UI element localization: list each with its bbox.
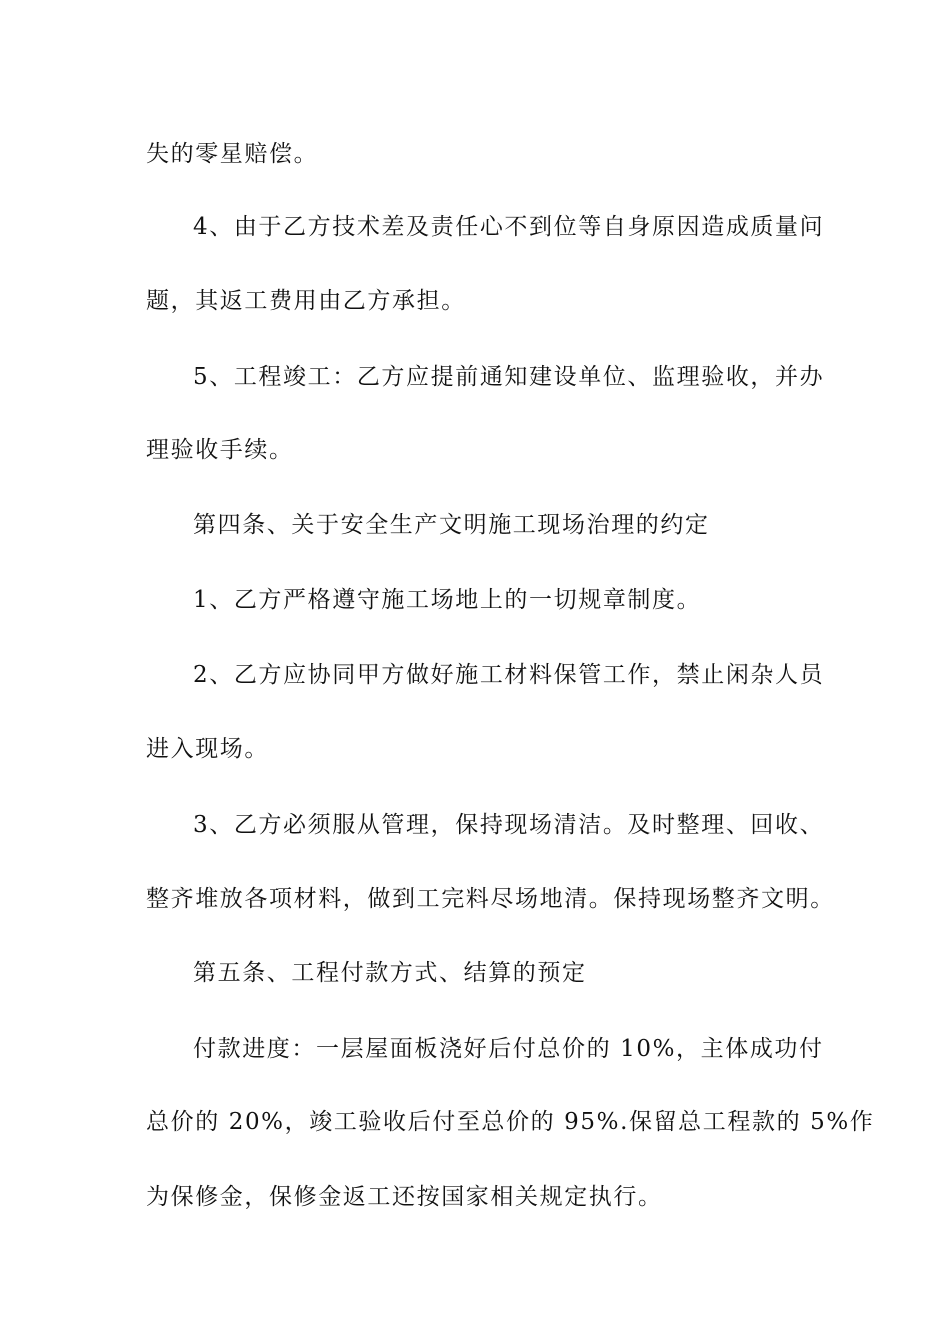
text-line: 理验收手续。 [146,437,294,463]
text-line: 4、由于乙方技术差及责任心不到位等自身原因造成质量问 [193,214,825,240]
text-line: 整齐堆放各项材料，做到工完料尽场地清。保持现场整齐文明。 [146,886,835,912]
text-line: 付款进度：一层屋面板浇好后付总价的 10%，主体成功付 [193,1036,824,1062]
text-line: 总价的 20%，竣工验收后付至总价的 95%.保留总工程款的 5%作 [146,1109,875,1135]
section-heading: 第五条、工程付款方式、结算的预定 [193,960,587,986]
text-line: 2、乙方应协同甲方做好施工材料保管工作，禁止闲杂人员 [193,662,825,688]
text-line: 为保修金，保修金返工还按国家相关规定执行。 [146,1184,663,1210]
text-line: 3、乙方必须服从管理，保持现场清洁。及时整理、回收、 [193,812,825,838]
text-line: 失的零星赔偿。 [146,141,319,167]
text-line: 1、乙方严格遵守施工场地上的一切规章制度。 [193,587,702,613]
text-line: 5、工程竣工：乙方应提前通知建设单位、监理验收，并办 [193,364,825,390]
text-line: 进入现场。 [146,736,269,762]
section-heading: 第四条、关于安全生产文明施工现场治理的约定 [193,512,710,538]
text-line: 题，其返工费用由乙方承担。 [146,288,466,314]
